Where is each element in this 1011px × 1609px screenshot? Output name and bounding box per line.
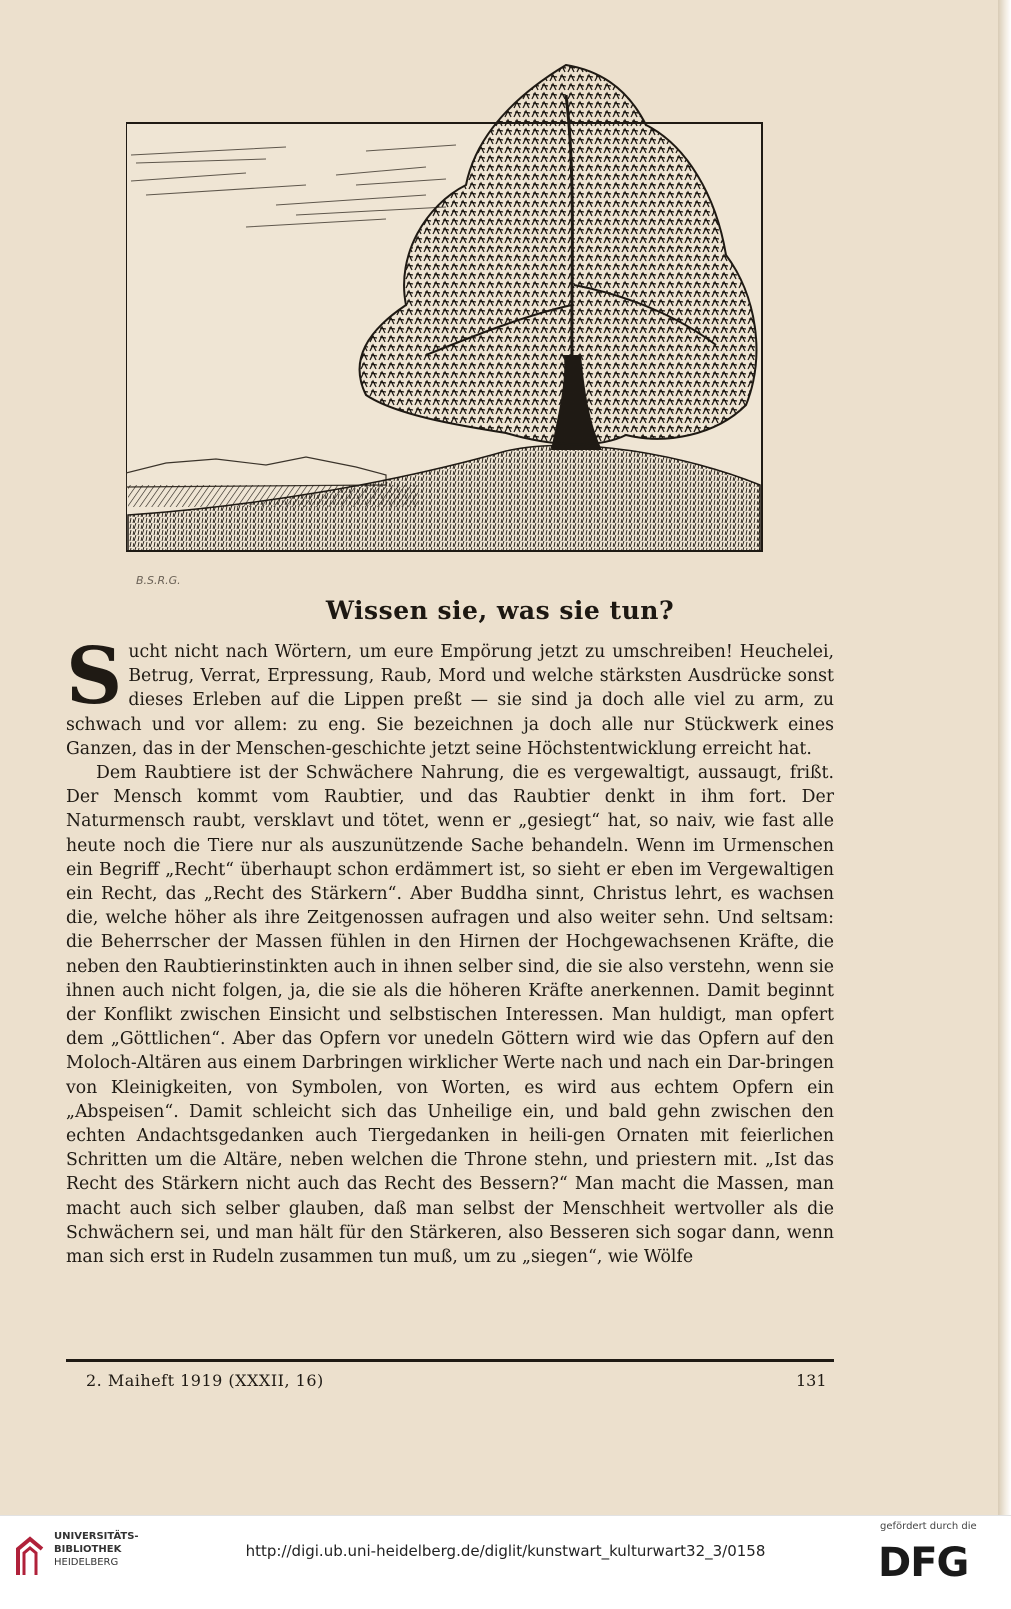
page-url[interactable]: http://digi.ub.uni-heidelberg.de/diglit/kunstwart_kulturwart32_3/0158 <box>245 1542 766 1560</box>
tree-illustration <box>126 55 782 570</box>
drop-cap: S <box>66 631 123 722</box>
funded-by-text: gefördert durch die <box>880 1521 977 1532</box>
article-body <box>66 631 834 1269</box>
footer-rule <box>66 1359 834 1362</box>
library-name-line: HEIDELBERG <box>54 1557 119 1568</box>
artist-signature: B.S.R.G. <box>136 574 181 587</box>
article-title: Wissen sie, was sie tun? <box>325 596 675 625</box>
page-edge <box>998 0 1011 1515</box>
viewer-bar <box>0 1515 1011 1609</box>
issue-info: 2. Maiheft 1919 (XXXII, 16) <box>86 1371 324 1390</box>
page-number: 131 <box>796 1371 827 1390</box>
library-name-line: BIBLIOTHEK <box>54 1544 122 1555</box>
paragraph-1-text: ucht nicht nach Wörtern, um eure Empörung jetzt zu umschreiben! Heuchelei, Betrug, Verrat, Erpressung, Raub, Mord und welche stärksten Ausdrücke sonst dieses Erleben auf die Lippen preßt — sie sind ja doch alle viel zu arm, zu schwach und vor allem: zu eng. Sie bezeichnen ja doch alle nur Stückwerk eines Ganzen, das in der Menschen-geschichte jetzt seine Höchstentwicklung erreicht hat. <box>66 642 834 759</box>
paragraph-2: Dem Raubtiere ist der Schwächere Nahrung, die es vergewaltigt, aussaugt, frißt. Der Mensch kommt vom Raubtier, und das Raubtier denkt in ihm fort. Der Naturmensch raubt, versklavt und tötet, wenn er „gesiegt“ hat, so naiv, wie fast alle heute noch die Tiere nur als auszunützende Sache behandeln. Wenn im Urmenschen ein Begriff „Recht“ überhaupt schon erdämmert ist, so sieht er eben im Vergewaltigen ein Recht, das „Recht des Stärkern“. Aber Buddha sinnt, Christus lehrt, es wachsen die, welche höher als ihre Zeitgenossen aufragen und also weiter sehn. Und seltsam: die Beherrscher der Massen fühlen in den Hirnen der Hochgewachsenen Kräfte, die neben den Raubtierinstinkten auch in ihnen selber sind, die sie also verstehn, wenn sie ihnen auch nicht folgen, ja, die sie als die höheren Kräfte anerkennen. Damit beginnt der Konflikt zwischen Einsicht und selbstischen Interessen. Man huldigt, man opfert dem „Göttlichen“. Aber das Opfern vor unedeln Göttern wird wie das Opfern auf den Moloch-Altären aus einem Darbringen wirklicher Werte nach und nach ein Dar-bringen von Kleinigkeiten, von Symbolen, von Worten, es wird aus echtem Opfern ein „Abspeisen“. Damit schleicht sich das Unheilige ein, und bald gehn zwischen den echten Andachtsgedanken auch Tiergedanken in heili-gen Ornaten mit feierlichen Schritten um die Altäre, neben welchen die Throne stehn, und priestern mit. „Ist das Recht des Stärkern nicht auch das Recht des Bessern?“ Man macht die Massen, man macht auch sich selber glauben, daß man selbst der Menschheit wertvoller als die Schwächern sei, und man hält für den Stärkeren, also Besseren sich sogar dann, wenn man sich erst in Rudeln zusammen tun muß, um zu „siegen“, wie Wölfe <box>66 763 834 1268</box>
library-name-line: UNIVERSITÄTS- <box>54 1531 139 1542</box>
dfg-logo[interactable]: DFG <box>878 1540 969 1586</box>
paragraph-1 <box>66 631 834 761</box>
